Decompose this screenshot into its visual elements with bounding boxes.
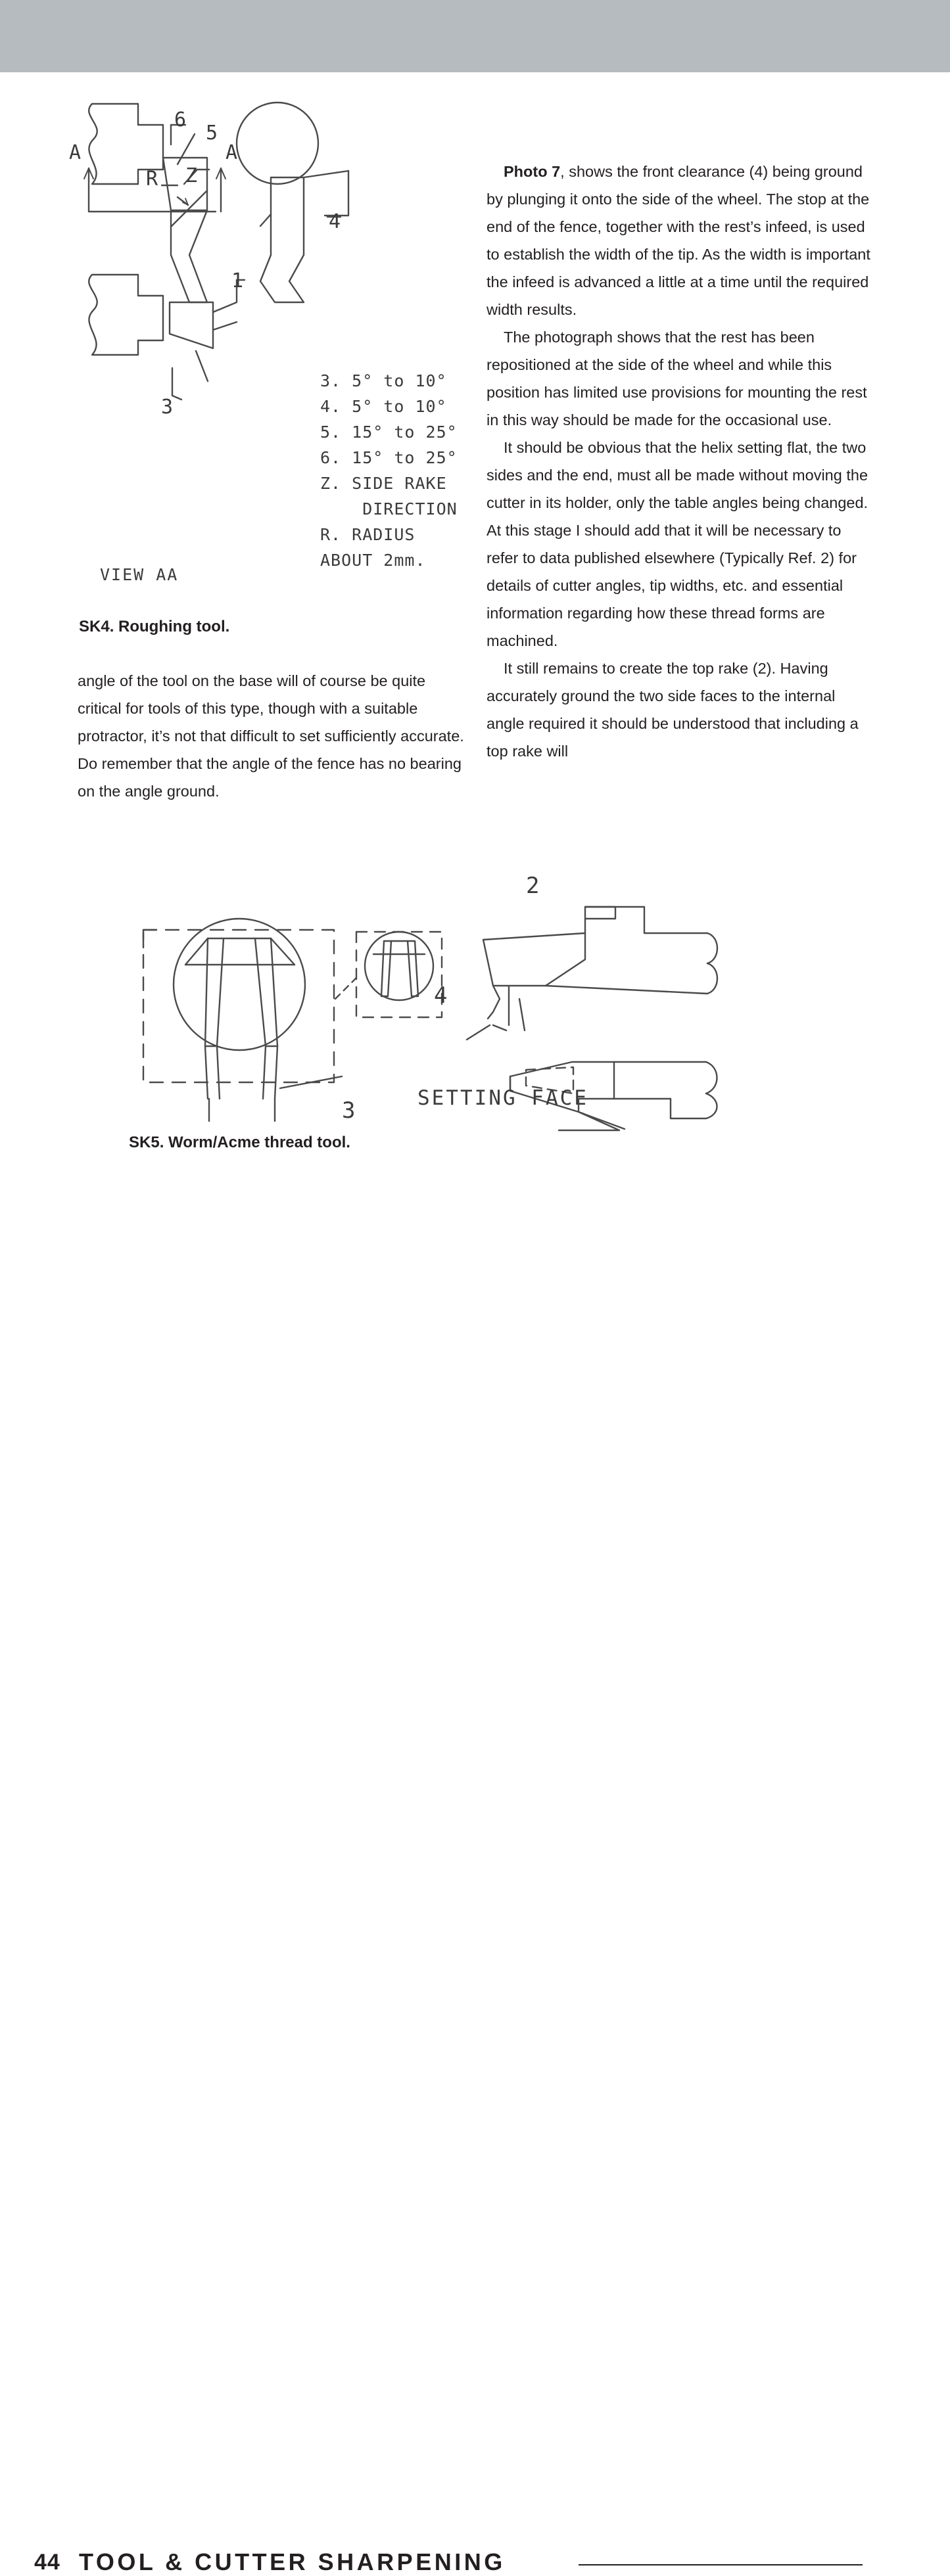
callout-5: 5 <box>206 122 218 145</box>
page-content <box>0 72 950 2575</box>
callout-sk5-3: 3 <box>342 1097 356 1124</box>
sk4-note-6: R. RADIUS <box>320 525 416 544</box>
callout-sk5-4: 4 <box>434 982 448 1009</box>
sk4-note-2: 5. 15° to 25° <box>320 423 458 442</box>
page-number: 44 <box>34 2550 60 2575</box>
photo-reference-bold: Photo 7 <box>504 163 561 180</box>
page-header-band <box>0 0 950 72</box>
callout-6: 6 <box>174 108 187 131</box>
caption-sk5: SK5. Worm/Acme thread tool. <box>129 1134 350 1151</box>
page-footer <box>0 1308 950 2575</box>
right-paragraph-3: It still remains to create the top rake (2). Having accurately ground the two side faces to the internal angle required it should be understood that including a top rake will <box>487 660 859 760</box>
right-paragraph-0 <box>487 158 874 323</box>
sk4-note-1: 4. 5° to 10° <box>320 397 447 416</box>
sk4-notes-list <box>320 368 491 573</box>
body-left-column <box>78 667 465 805</box>
right-paragraph-2: It should be obvious that the helix setting flat, the two sides and the end, must all be made without moving the cutter in its holder, only the table angles being changed. At this stage I should add that it will be necessary to refer to data published elsewhere (Typically Ref. 2) for details of cutter angles, tip widths, etc. and essential information regarding how these thread forms are machined. <box>487 439 868 649</box>
setting-face-label: SETTING FACE <box>417 1086 588 1110</box>
callout-a-right: A <box>226 141 238 164</box>
callout-4: 4 <box>329 210 341 233</box>
footer-rule <box>579 2564 863 2565</box>
callout-r: R <box>146 168 158 191</box>
footer-title: TOOL & CUTTER SHARPENING <box>79 2548 506 2575</box>
callout-1: 1 <box>231 269 244 292</box>
callout-a-left: A <box>69 141 82 164</box>
right-paragraph-1: The photograph shows that the rest has been repositioned at the side of the wheel and while this position has limited use provisions for mounting the rest in this way should be made for the occasional use. <box>487 329 867 428</box>
sk4-note-5: DIRECTION <box>320 499 458 518</box>
sk4-note-0: 3. 5° to 10° <box>320 371 447 390</box>
callout-3: 3 <box>161 396 174 419</box>
callout-z: Z <box>185 164 198 187</box>
sk4-note-4: Z. SIDE RAKE <box>320 474 447 493</box>
caption-sk4: SK4. Roughing tool. <box>79 618 230 635</box>
right-paragraph-0-text: , shows the front clearance (4) being ground by plunging it onto the side of the wheel. The stop at the end of the fence, together with the rest’s infeed, is used to establish the width of the tip. As the width is important the infeed is advanced a little at a time until the required width results. <box>487 163 870 318</box>
body-right-column <box>487 158 874 765</box>
sk4-note-7: ABOUT 2mm. <box>320 551 426 570</box>
view-aa-label: VIEW AA <box>100 565 179 584</box>
callout-sk5-2: 2 <box>526 873 540 899</box>
left-paragraph-0: angle of the tool on the base will of course be quite critical for tools of this type, though with a suitable protractor, it’s not that difficult to set sufficiently accurate. Do remember that the angle of the fence has no bearing on the angle ground. <box>78 672 464 800</box>
sk4-note-3: 6. 15° to 25° <box>320 448 458 467</box>
